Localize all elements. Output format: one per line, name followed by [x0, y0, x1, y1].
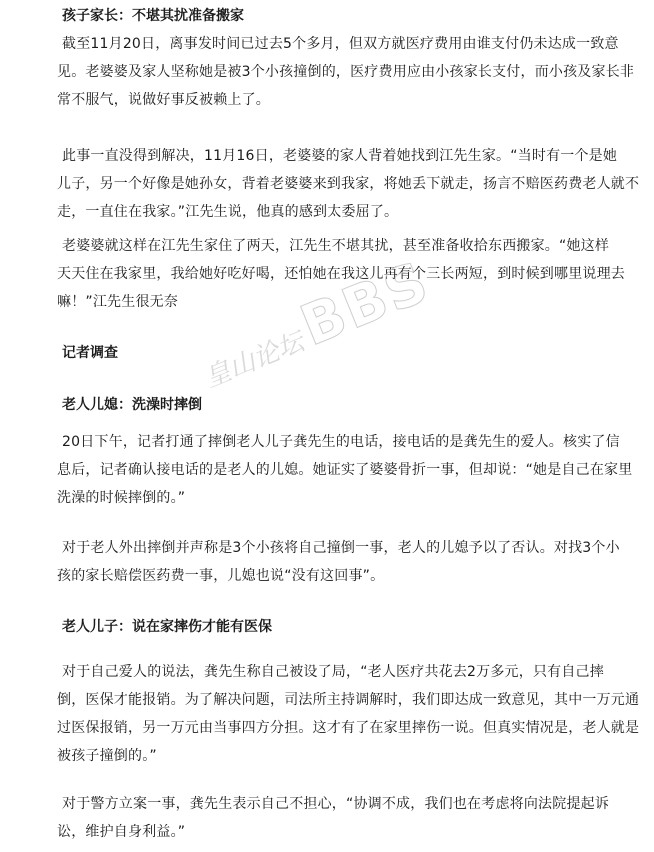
paragraph-5	[57, 534, 642, 590]
section-heading-son: 老人儿子：说在家摔伤才能有医保	[62, 619, 272, 635]
paragraph-line: 被孩子撞倒的。”	[57, 748, 157, 764]
paragraph-line: 对于警方立案一事，龚先生表示自己不担心，“协调不成，我们也在考虑将向法院提起诉	[62, 796, 610, 812]
watermark-bbs-text: BBS	[292, 249, 439, 360]
paragraph-line: 对于自己爱人的说法，龚先生称自己被设了局，“老人医疗共花去2万多元，只有自己摔	[62, 664, 604, 680]
paragraph-line: 嘛！”江先生很无奈	[57, 294, 179, 310]
paragraph-line: 孩的家长赔偿医药费一事，儿媳也说“没有这回事”。	[57, 568, 385, 584]
paragraph-line: 走，一直住在我家。”江先生说，他真的感到太委屈了。	[57, 204, 399, 220]
paragraph-3	[57, 232, 642, 316]
paragraph-line: 对于老人外出摔倒并声称是3个小孩将自己撞倒一事，老人的儿媳予以了否认。对找3个小	[62, 540, 620, 556]
paragraph-line: 天天住在我家里，我给她好吃好喝，还怕她在我这儿再有个三长两短，到时候到哪里说理去	[57, 266, 625, 282]
paragraph-6	[57, 658, 642, 770]
section-heading-investigation: 记者调查	[62, 345, 118, 361]
paragraph-line: 儿子，另一个好像是她孙女，背着老婆婆来到我家，将她丢下就走，扬言不赔医药费老人就不	[57, 176, 640, 192]
section-heading-daughter-in-law: 老人儿媳：洗澡时摔倒	[62, 397, 202, 413]
paragraph-line: 老婆婆就这样在江先生家住了两天，江先生不堪其扰，甚至准备收拾东西搬家。“她这样	[62, 238, 610, 254]
paragraph-line: 此事一直没得到解决，11月16日，老婆婆的家人背着她找到江先生家。“当时有一个是她	[62, 148, 618, 164]
paragraph-4	[57, 428, 642, 512]
paragraph-2	[57, 142, 642, 226]
paragraph-line: 常不服气，说做好事反被赖上了。	[57, 92, 270, 108]
paragraph-line: 倒，医保才能报销。为了解决问题，司法所主持调解时，我们即达成一致意见，其中一万元通	[57, 692, 640, 708]
paragraph-line: 截至11月20日，离事发时间已过去5个多月，但双方就医疗费用由谁支付仍未达成一致意	[62, 36, 619, 52]
paragraph-line: 见。老婆婆及家人坚称她是被3个小孩撞倒的，医疗费用应由小孩家长支付，而小孩及家长非	[57, 64, 635, 80]
paragraph-line: 过医保报销，另一万元由当事四方分担。这才有了在家里摔伤一说。但真实情况是，老人就是	[57, 720, 640, 736]
paragraph-line: 20日下午，记者打通了摔倒老人儿子龚先生的电话，接电话的是龚先生的爱人。核实了信	[62, 434, 620, 450]
paragraph-line: 洗澡的时候摔倒的。”	[57, 490, 186, 506]
paragraph-1	[57, 30, 642, 114]
watermark-chinese-text: 皇山论坛	[200, 326, 309, 394]
paragraph-line: 讼，维护自身利益。”	[57, 824, 186, 840]
paragraph-7	[57, 790, 642, 846]
section-heading-parents: 孩子家长：不堪其扰准备搬家	[62, 8, 244, 24]
paragraph-line: 息后，记者确认接电话的是老人的儿媳。她证实了婆婆骨折一事，但却说：“她是自己在家里	[57, 462, 633, 478]
